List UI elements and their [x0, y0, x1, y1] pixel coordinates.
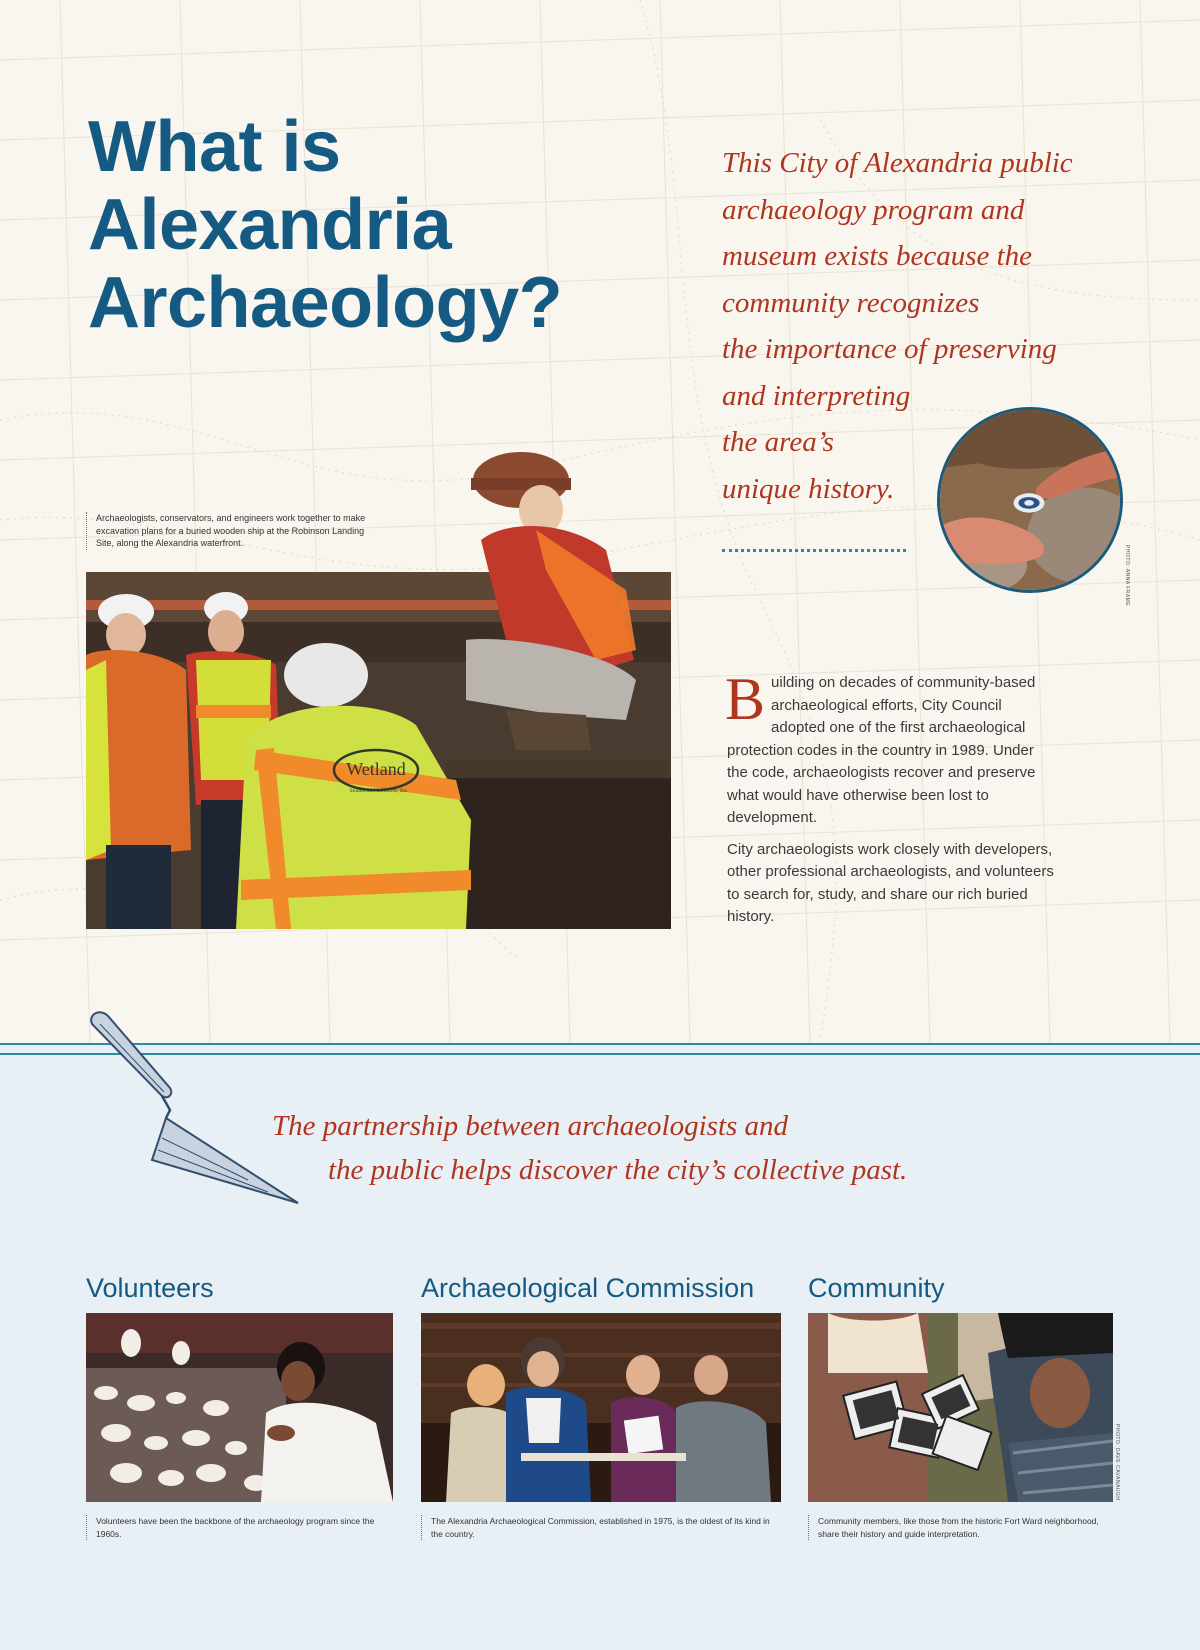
quote-line: the area’s	[722, 426, 834, 458]
quote-line: archaeology program and	[722, 193, 1025, 226]
partnership-quote	[272, 1104, 1032, 1192]
partnership-line-2: the public helps discover the city’s collective past.	[328, 1154, 908, 1186]
community-section	[808, 1270, 1113, 1540]
body-paragraph-1-text: uilding on decades of community-based archaeological efforts, City Council adopted one of the first archaeological protection codes in the country in 1989. Under the code, archaeologists recover and preserve what would have otherwise been lost to development.	[727, 674, 1036, 826]
quote-line: and interpreting	[722, 379, 911, 412]
community-caption: Community members, like those from the historic Fort Ward neighborhood, share their history and guide interpretation.	[808, 1515, 1113, 1540]
dotted-divider	[722, 549, 906, 552]
vest-logo-subtext: Studies and Solutions, Inc.	[349, 788, 409, 794]
title-line-2: Alexandria	[88, 185, 452, 265]
volunteers-caption: Volunteers have been the backbone of the archaeology program since the 1960s.	[86, 1515, 393, 1540]
drop-cap: B	[725, 666, 766, 732]
community-photo	[808, 1313, 1113, 1502]
commission-section	[421, 1270, 781, 1540]
photo-credit: PHOTO: ANNA FRAME	[1124, 545, 1130, 607]
artifact-photo-illustration	[940, 410, 1120, 590]
body-paragraph-2: City archaeologists work closely with developers, other professional archaeologists, and volunteers to search for, study, and share our rich buried history.	[727, 840, 1054, 925]
body-copy	[725, 666, 1057, 938]
title-line-1: What is	[88, 107, 341, 187]
commission-heading: Archaeological Commission	[421, 1273, 755, 1303]
title-line-3: Archaeology?	[88, 263, 563, 343]
artifact-in-hands-photo	[937, 407, 1123, 593]
quote-line: unique history.	[722, 472, 895, 505]
main-photo-caption: Archaeologists, conservators, and engineers work together to make excavation plans for a buried wooden ship at the Robinson Landing Site, along the Alexandria waterfront.	[86, 512, 366, 550]
quote-line: museum exists because the	[722, 240, 1033, 272]
volunteers-section	[86, 1270, 393, 1540]
commission-caption: The Alexandria Archaeological Commission, established in 1975, is the oldest of its kind in the country.	[421, 1515, 781, 1540]
volunteers-photo	[86, 1313, 393, 1502]
commission-photo-illustration	[421, 1313, 781, 1502]
quote-line: community recognizes	[722, 286, 980, 319]
volunteers-heading: Volunteers	[86, 1273, 214, 1303]
partnership-line-1: The partnership between archaeologists and	[272, 1110, 789, 1142]
vest-logo-text: Wetland	[346, 759, 406, 779]
volunteers-photo-illustration	[86, 1313, 393, 1502]
body-paragraph-1	[725, 666, 1057, 830]
quote-line: the importance of preserving	[722, 333, 1057, 365]
page-title	[88, 108, 608, 342]
community-photo-credit: PHOTO: DAVE CAVANAUGH	[1114, 1424, 1120, 1501]
quote-line: This City of Alexandria public	[722, 147, 1073, 179]
community-photo-illustration	[808, 1313, 1113, 1502]
community-heading: Community	[808, 1273, 945, 1303]
trowel-icon	[88, 1010, 303, 1206]
commission-photo	[421, 1313, 781, 1502]
